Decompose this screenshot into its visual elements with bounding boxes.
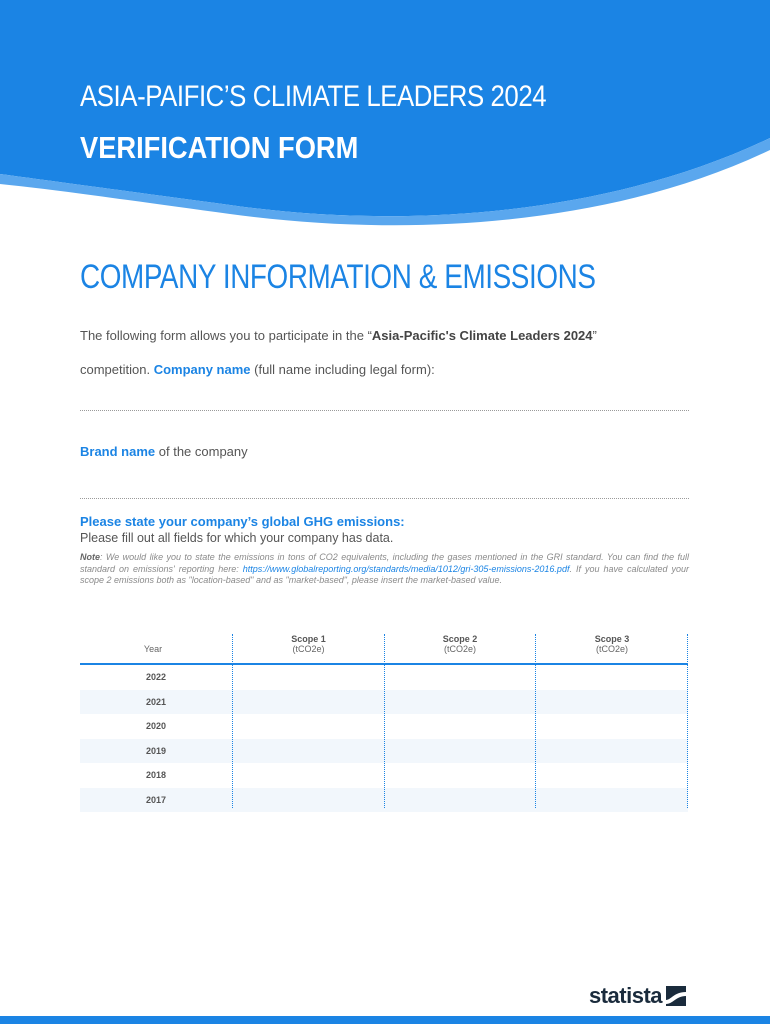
ghg-title: Please state your company’s global GHG emissions: bbox=[80, 514, 405, 529]
scope-3-unit: (tCO2e) bbox=[595, 644, 628, 654]
intro-line2-prefix: competition. bbox=[80, 362, 154, 377]
row-year: 2020 bbox=[146, 721, 167, 731]
ghg-note bbox=[80, 552, 689, 587]
statista-logo-icon bbox=[666, 986, 686, 1006]
brand-name-hint: of the company bbox=[155, 444, 248, 459]
intro-prefix: The following form allows you to participate in the “ bbox=[80, 328, 372, 343]
brand-name-label: Brand name bbox=[80, 444, 156, 459]
brand-line bbox=[80, 444, 248, 459]
brand-name-field[interactable] bbox=[80, 498, 689, 508]
ghg-subtitle: Please fill out all fields for which your company has data. bbox=[80, 531, 394, 545]
intro-line-1 bbox=[80, 328, 597, 343]
note-label: Note bbox=[80, 552, 100, 562]
note-text-2: . If you have calculated your scope 2 emissions both as "location-based" and as "market-based", please insert the market-based value. bbox=[80, 563, 689, 585]
statista-logo bbox=[589, 984, 686, 1008]
scope-3-header bbox=[536, 634, 688, 663]
header-subtitle: ASIA-PAIFIC’S CLIMATE LEADERS 2024 bbox=[80, 80, 547, 113]
scope-1-header bbox=[233, 634, 384, 663]
section-title: COMPANY INFORMATION & EMISSIONS bbox=[80, 258, 596, 296]
scope-2-title: Scope 2 bbox=[442, 634, 478, 644]
intro-suffix: ” bbox=[592, 328, 597, 343]
footer-bar bbox=[0, 1016, 770, 1024]
header-banner bbox=[0, 0, 770, 230]
logo-text: statista bbox=[589, 983, 663, 1008]
row-year: 2017 bbox=[146, 794, 167, 805]
scope-3-title: Scope 3 bbox=[594, 634, 630, 644]
company-name-label: Company name bbox=[153, 362, 251, 377]
scope-1-unit: (tCO2e) bbox=[292, 644, 325, 654]
year-header: Year bbox=[143, 644, 163, 654]
scope-1-title: Scope 1 bbox=[291, 634, 326, 644]
note-text: : We would like you to state the emissions in tons of CO2 equivalents, including the gases mentioned in the GRI standard. You can find the full standard on emissions' reporting here: bbox=[80, 552, 689, 574]
header-wave-shape bbox=[0, 0, 770, 230]
competition-name: Asia-Pacific's Climate Leaders 2024 bbox=[371, 328, 593, 343]
column-divider bbox=[384, 634, 385, 808]
intro-line-2 bbox=[80, 362, 435, 377]
row-year: 2021 bbox=[146, 696, 167, 707]
scope-2-header bbox=[384, 634, 536, 663]
row-year: 2018 bbox=[146, 770, 167, 780]
company-name-hint: (full name including legal form): bbox=[250, 362, 435, 377]
column-divider bbox=[535, 634, 536, 808]
row-year: 2019 bbox=[146, 745, 167, 756]
row-year: 2022 bbox=[146, 672, 167, 682]
emissions-table bbox=[80, 634, 688, 812]
company-name-field[interactable] bbox=[80, 410, 689, 428]
gri-standard-link[interactable]: https://www.globalreporting.org/standards/media/1012/gri-305-emissions-2016.pdf bbox=[242, 563, 570, 574]
column-divider bbox=[687, 634, 688, 808]
header-title: VERIFICATION FORM bbox=[80, 130, 359, 165]
scope-2-unit: (tCO2e) bbox=[443, 644, 476, 654]
column-divider bbox=[232, 634, 233, 808]
